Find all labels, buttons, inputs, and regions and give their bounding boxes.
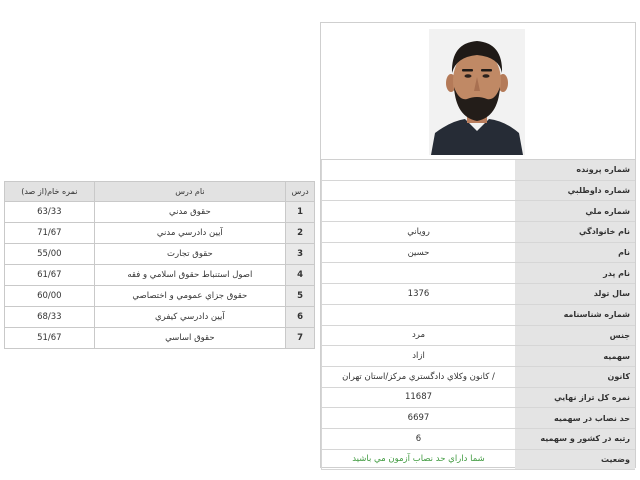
- field-gender: [322, 325, 636, 346]
- field-quota: [322, 346, 636, 367]
- field-label: شماره ملي: [515, 201, 635, 222]
- scores-header-row: [5, 182, 315, 202]
- row-index: 1: [286, 202, 315, 223]
- field-label: وضعيت: [515, 449, 635, 470]
- field-label: سال تولد: [515, 284, 635, 305]
- field-value: [322, 304, 516, 325]
- table-row: [5, 328, 315, 349]
- field-label: جنس: [515, 325, 635, 346]
- field-value: 6: [322, 428, 516, 449]
- field-label: شماره پرونده: [515, 160, 635, 180]
- profile-panel: [320, 22, 636, 468]
- row-index: 7: [286, 328, 315, 349]
- table-row: [5, 307, 315, 328]
- field-status: [322, 449, 636, 470]
- field-label: شماره شناسنامه: [515, 304, 635, 325]
- course-name: آيين دادرسي كيفري: [94, 307, 285, 328]
- field-label: سهميه: [515, 346, 635, 367]
- field-last-name: [322, 222, 636, 243]
- field-value: 6697: [322, 408, 516, 429]
- field-first-name: [322, 242, 636, 263]
- course-score: 55/00: [5, 244, 95, 265]
- table-row: [5, 286, 315, 307]
- header-index: درس: [286, 182, 315, 202]
- field-birth-year: [322, 284, 636, 305]
- field-value: [322, 201, 516, 222]
- field-quota-threshold: [322, 408, 636, 429]
- field-value: مرد: [322, 325, 516, 346]
- table-row: [5, 244, 315, 265]
- field-label: حد نصاب در سهميه: [515, 408, 635, 429]
- course-score: 60/00: [5, 286, 95, 307]
- field-value: روياني: [322, 222, 516, 243]
- field-label: نمره كل تراز نهايي: [515, 387, 635, 408]
- course-name: حقوق تجارت: [94, 244, 285, 265]
- field-value: حسين: [322, 242, 516, 263]
- row-index: 4: [286, 265, 315, 286]
- course-score: 63/33: [5, 202, 95, 223]
- course-score: 71/67: [5, 223, 95, 244]
- field-id-number: [322, 304, 636, 325]
- row-index: 6: [286, 307, 315, 328]
- status-message: شما داراي حد نصاب آزمون مي باشيد: [322, 449, 516, 470]
- course-score: 68/33: [5, 307, 95, 328]
- field-rank: [322, 428, 636, 449]
- field-label: نام پدر: [515, 263, 635, 284]
- course-score: 61/67: [5, 265, 95, 286]
- field-value: 1376: [322, 284, 516, 305]
- row-index: 5: [286, 286, 315, 307]
- profile-info-table: [321, 160, 635, 470]
- field-bar-association: [322, 366, 636, 387]
- field-applicant-number: [322, 180, 636, 201]
- course-name: حقوق اساسي: [94, 328, 285, 349]
- field-label: كانون: [515, 366, 635, 387]
- table-row: [5, 223, 315, 244]
- row-index: 3: [286, 244, 315, 265]
- course-name: حقوق جزاي عمومي و اختصاصي: [94, 286, 285, 307]
- course-name: اصول استنباط حقوق اسلامي و فقه: [94, 265, 285, 286]
- field-label: رتبه در كشور و سهميه: [515, 428, 635, 449]
- course-score: 51/67: [5, 328, 95, 349]
- field-file-number: [322, 160, 636, 180]
- candidate-photo: [429, 29, 525, 155]
- row-index: 2: [286, 223, 315, 244]
- header-score: نمره خام(از صد): [5, 182, 95, 202]
- field-value: [322, 263, 516, 284]
- table-row: [5, 202, 315, 223]
- scores-table: [4, 181, 315, 349]
- field-value: [322, 180, 516, 201]
- table-row: [5, 265, 315, 286]
- field-total-score: [322, 387, 636, 408]
- field-label: نام خانوادگي: [515, 222, 635, 243]
- header-course: نام درس: [94, 182, 285, 202]
- field-label: شماره داوطلبي: [515, 180, 635, 201]
- field-label: نام: [515, 242, 635, 263]
- course-name: آيين دادرسي مدني: [94, 223, 285, 244]
- field-value: 11687: [322, 387, 516, 408]
- field-value: / كانون وكلاي دادگستري مركز/استان تهران: [322, 366, 516, 387]
- field-value: ازاد: [322, 346, 516, 367]
- field-father-name: [322, 263, 636, 284]
- field-national-id: [322, 201, 636, 222]
- field-value: [322, 160, 516, 180]
- photo-area: [321, 23, 635, 160]
- course-name: حقوق مدني: [94, 202, 285, 223]
